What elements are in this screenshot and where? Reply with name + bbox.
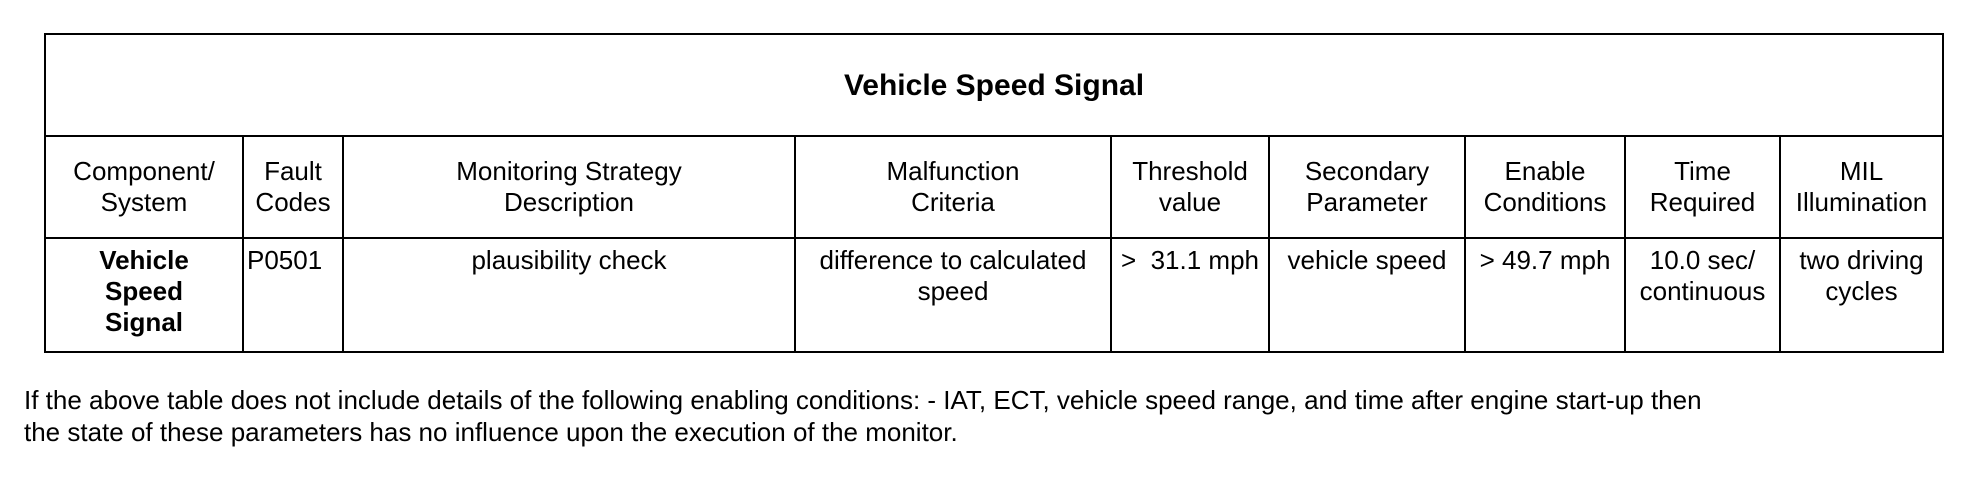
header-secondary: Secondary Parameter <box>1269 136 1465 238</box>
footnote <box>24 384 1924 448</box>
header-threshold: Threshold value <box>1111 136 1269 238</box>
footnote-line-2: the state of these parameters has no influence upon the execution of the monitor. <box>24 417 958 447</box>
cell-strategy: plausibility check <box>343 238 795 352</box>
header-fault-codes: Fault Codes <box>243 136 343 238</box>
header-strategy: Monitoring Strategy Description <box>343 136 795 238</box>
header-component: Component/ System <box>45 136 243 238</box>
header-mil: MIL Illumination <box>1780 136 1943 238</box>
cell-component: Vehicle Speed Signal <box>45 238 243 352</box>
header-row <box>45 136 1943 238</box>
cell-malfunction: difference to calculated speed <box>795 238 1111 352</box>
table-row <box>45 238 1943 352</box>
cell-enable: > 49.7 mph <box>1465 238 1625 352</box>
cell-threshold: > 31.1 mph <box>1111 238 1269 352</box>
monitoring-table <box>44 33 1944 353</box>
cell-secondary: vehicle speed <box>1269 238 1465 352</box>
cell-mil: two driving cycles <box>1780 238 1943 352</box>
cell-time: 10.0 sec/ continuous <box>1625 238 1780 352</box>
table-title: Vehicle Speed Signal <box>45 34 1943 136</box>
footnote-line-1: If the above table does not include details of the following enabling conditions: - IAT, ECT, vehicle speed range, and time after engine start-up then <box>24 385 1702 415</box>
header-time: Time Required <box>1625 136 1780 238</box>
header-malfunction: Malfunction Criteria <box>795 136 1111 238</box>
header-enable: Enable Conditions <box>1465 136 1625 238</box>
cell-fault-code: P0501 <box>243 238 343 352</box>
